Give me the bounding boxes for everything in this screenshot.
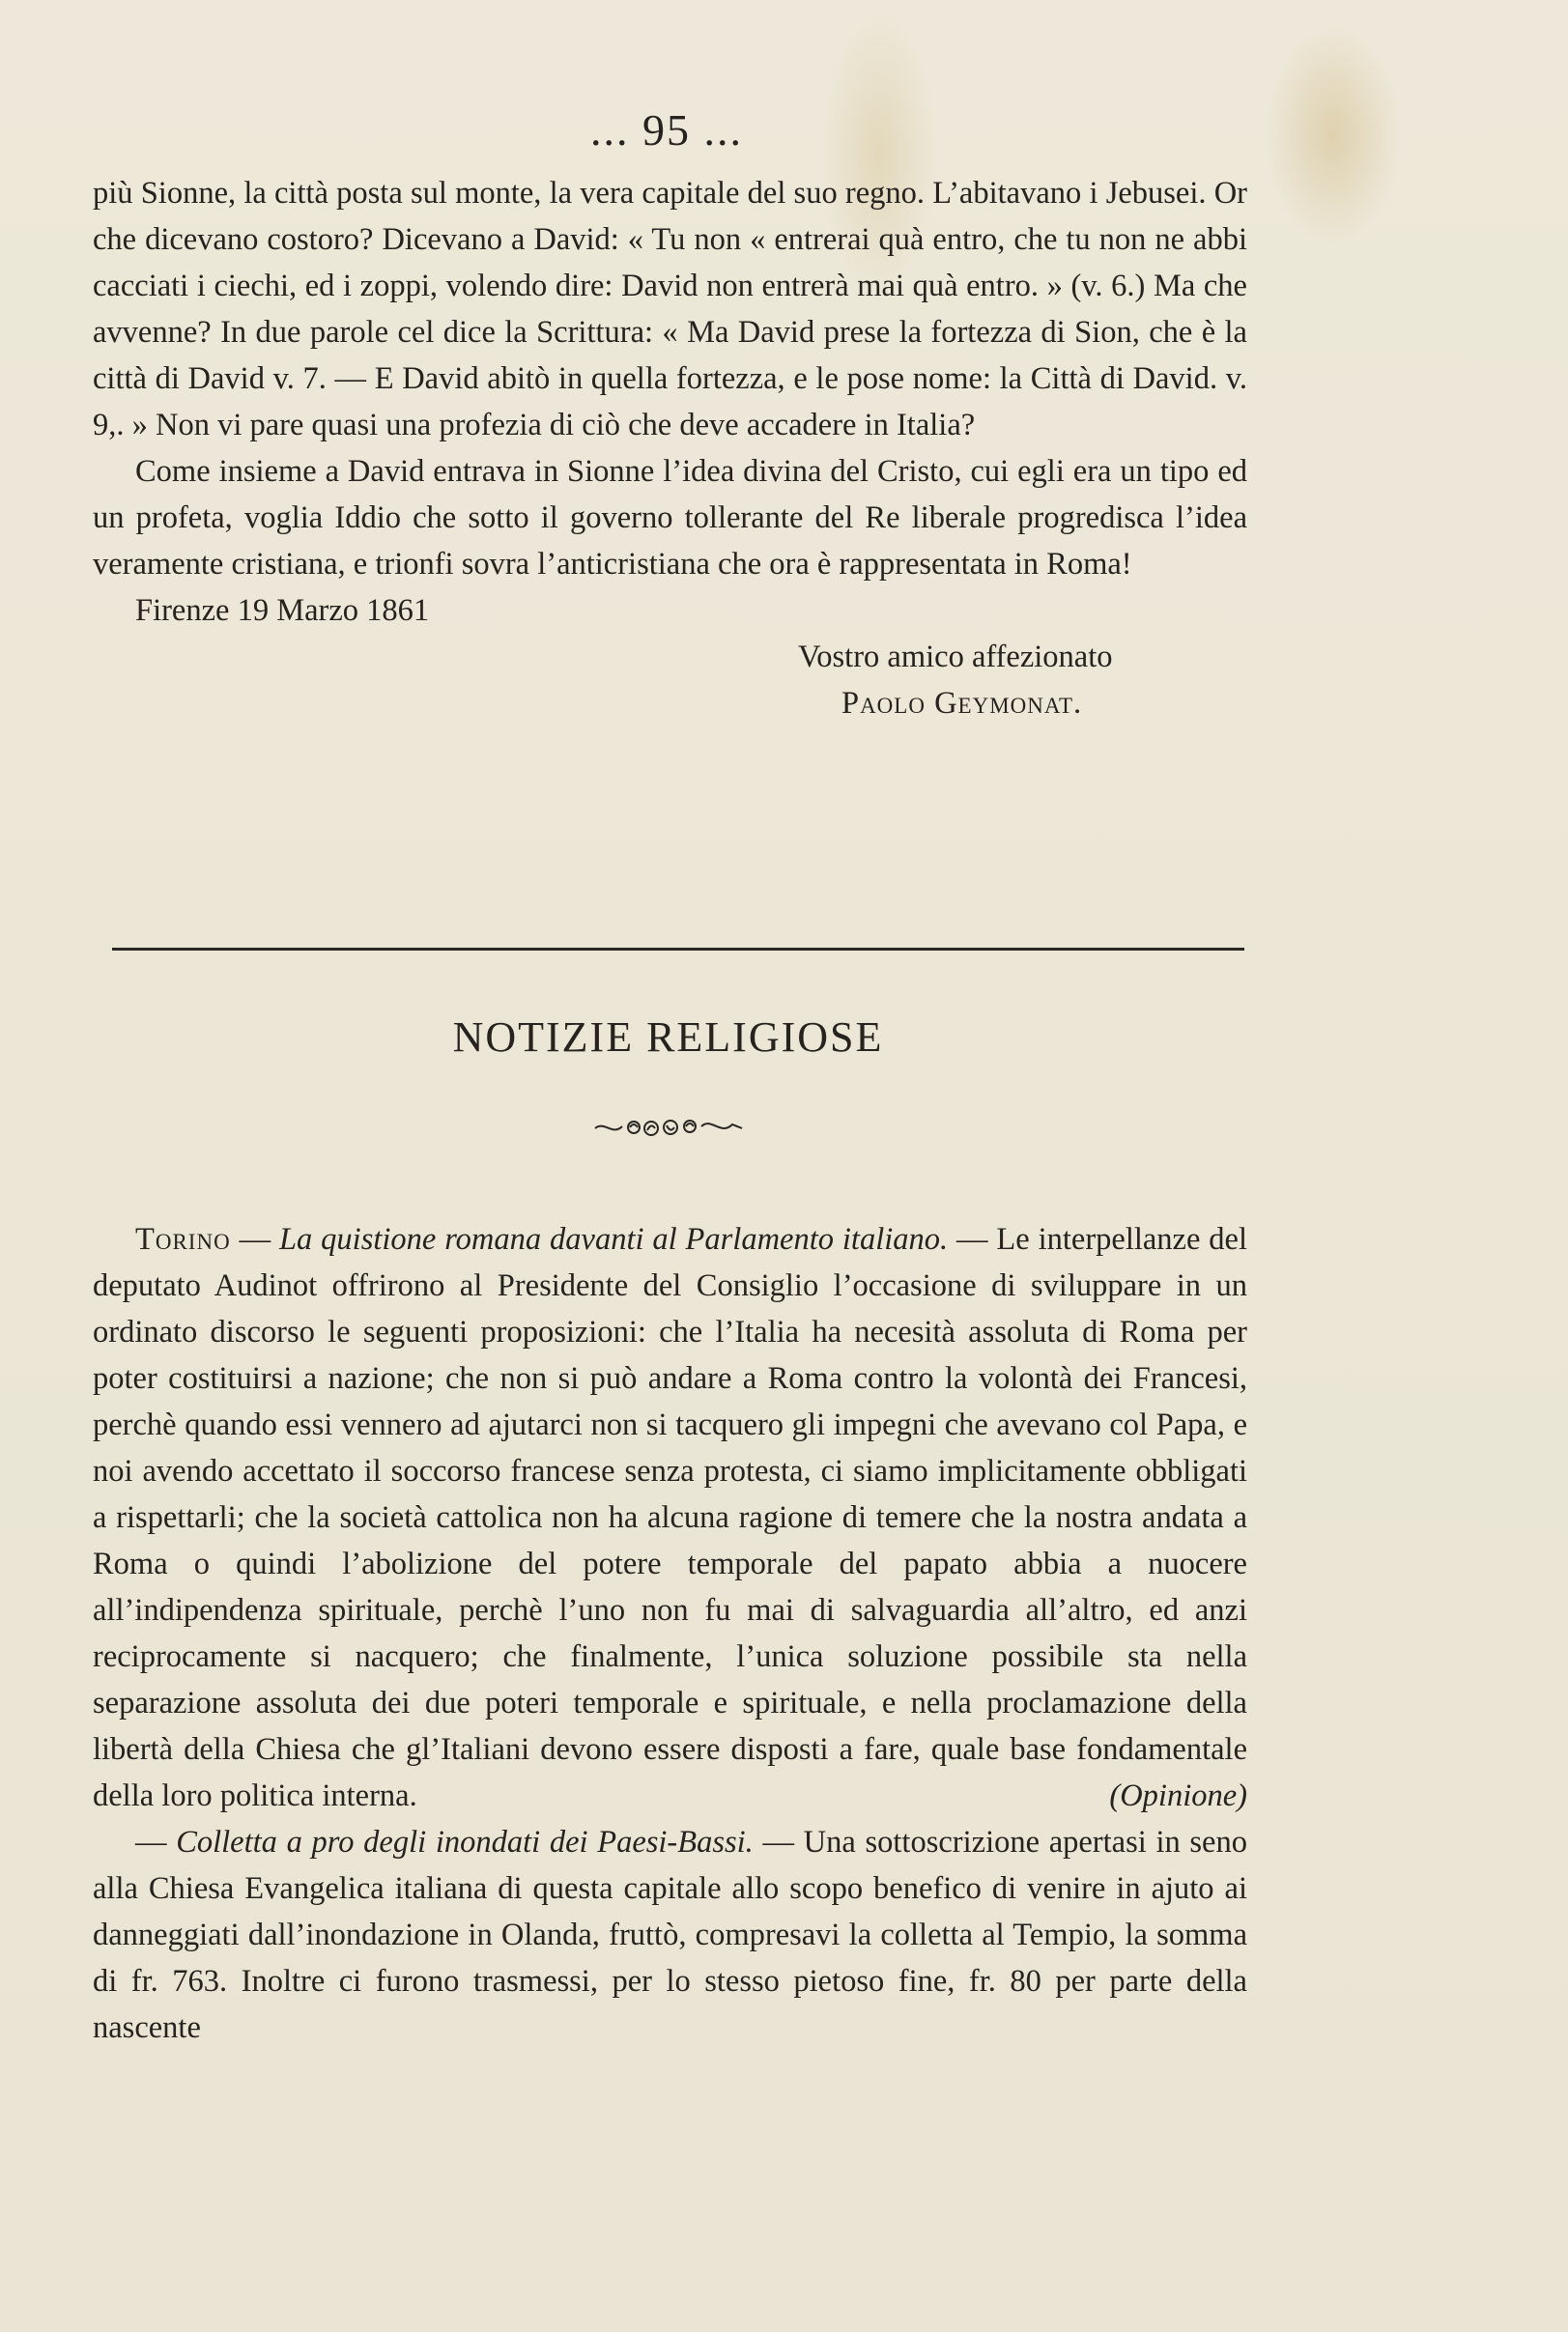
- news-place: Torino: [135, 1222, 231, 1257]
- letter-paragraph: Come insieme a David entrava in Sionne l’idea divina del Cristo, cui egli era un tipo ed un profeta, voglia Iddio che sotto il governo tollerante del Re liberale progredisca l’idea veramente cristiana, e trionfi sovra l’anticristiana che ora è rappresentata in Roma!: [93, 454, 1247, 582]
- letter-paragraph: più Sionne, la città posta sul monte, la vera capitale del suo regno. L’abitavano i Jebusei. Or che dicevano costoro? Dicevano a David: « Tu non « entrerai quà entro, che tu non ne abbi cacciati i ciechi, ed i zoppi, volendo dire: David non entrerà mai quà entro. » (v. 6.) Ma che avvenne? In due parole cel dice la Scrittura: « Ma David prese la fortezza di Sion, che è la città di David v. 7. — E David abitò in quella fortezza, e le pose nome: la Città di David. v. 9,. » Non vi pare quasi una profezia di ciò che deve accadere in Italia?: [93, 176, 1247, 442]
- section-title: NOTIZIE RELIGIOSE: [452, 1013, 884, 1061]
- news-dash: —: [230, 1222, 279, 1257]
- page-number: ... 95 ...: [590, 105, 743, 155]
- news-item: [93, 1216, 1247, 1819]
- news-body-text: — Una sottoscrizione apertasi in seno alla Chiesa Evangelica italiana di questa capitale allo scopo benefico di venire in ajuto ai danneggiati dall’inondazione in Olanda, fruttò, compresavi la colletta al Tempio, la somma di fr. 763. Inoltre ci furono trasmessi, per lo stesso pietoso fine, fr. 80 per parte della nascente: [93, 1825, 1247, 2045]
- news-headline: Colletta a pro degli inondati dei Paesi-Bassi.: [176, 1825, 754, 1860]
- news-body-text: — Le interpellanze del deputato Audinot offrirono al Presidente del Consiglio l’occasione di sviluppare in un ordinato discorso le seguenti proposizioni: che l’Italia ha necesità assoluta di Roma per poter costituirsi a nazione; che non si può andare a Roma contro la volontà dei Francesi, perchè quando essi vennero ad ajutarci non si tacquero gli impegni che avevano col Papa, e noi avendo accettato il soccorso francese senza protesta, ci siamo implicitamente obbligati a rispettarli; che la società cattolica non ha alcuna ragione di temere che la nostra andata a Roma o quindi l’abolizione del potere temporale del papato abbia a nuocere all’indipendenza spirituale, perchè l’uno non fu mai di salvaguardia all’altro, ed anzi reciprocamente si nacquero; che finalmente, l’unica soluzione possibile sta nella separazione assoluta dei due poteri temporale e spirituale, e nella proclamazione della libertà della Chiesa che gl’Italiani devono essere disposti a fare, quale base fondamentale della loro politica interna.: [93, 1222, 1247, 1813]
- signature: Paolo Geymonat.: [841, 686, 1083, 721]
- section-divider: [112, 948, 1244, 951]
- place-date: Firenze 19 Marzo 1861: [135, 593, 430, 628]
- news-dash: —: [135, 1825, 177, 1860]
- closing-salutation: Vostro amico affezionato: [798, 640, 1113, 674]
- news-body: [93, 1216, 1247, 2051]
- letter-body: [93, 170, 1247, 726]
- ornament-flourish: [591, 1113, 746, 1142]
- news-item: [93, 1819, 1247, 2051]
- news-source: (Opinione): [1109, 1778, 1247, 1813]
- news-headline: La quistione romana davanti al Parlamento italiano.: [278, 1222, 949, 1257]
